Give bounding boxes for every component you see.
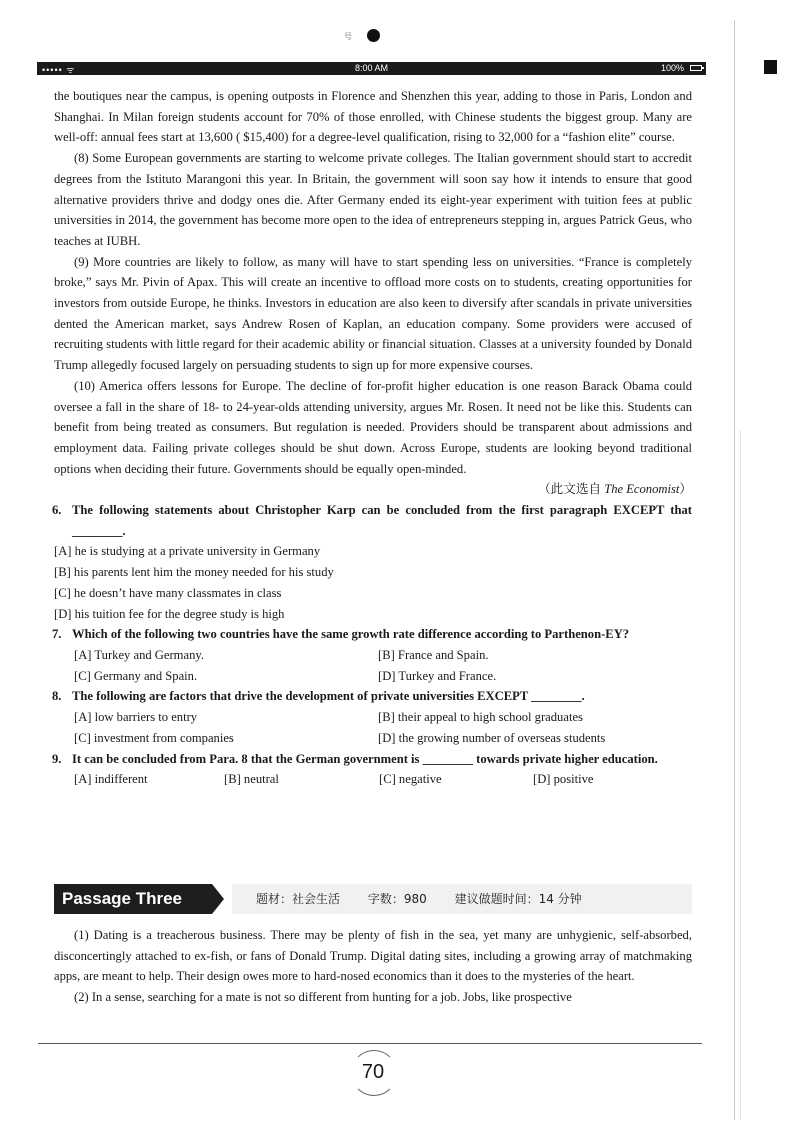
option-7d[interactable]: [D] Turkey and France. <box>378 668 497 683</box>
question-number: 7. <box>52 627 62 642</box>
option-9a[interactable]: [A] indifferent <box>74 772 148 787</box>
status-bar <box>37 62 706 75</box>
question-number: 8. <box>52 689 62 704</box>
option-8c[interactable]: [C] investment from companies <box>74 730 234 745</box>
question-number: 9. <box>52 751 62 766</box>
source-title: The Economist <box>604 482 680 497</box>
paragraph-10: (10) America offers lessons for Europe. The decline of for-profit higher education is one reason Barack Obama could oversee a fall in the share of 18- to 24-year-olds attending university, argues Mr. Rosen. It need not be like this. Students can benefit from being treated as consumers. But regulation is needed. Providers should be transparent about admissions and employment data. Failing private colleges should be shut down. Across Europe, students are looking beyond traditional options when deciding their future. Governments should be equally open-minded. <box>54 378 692 476</box>
option-9c[interactable]: [C] negative <box>379 772 442 787</box>
passage-topic: 题材：社会生活 <box>256 892 341 906</box>
option-7a[interactable]: [A] Turkey and Germany. <box>74 647 204 662</box>
option-7c[interactable]: [C] Germany and Spain. <box>74 668 198 683</box>
status-time: 8:00 AM <box>354 63 389 73</box>
margin-line <box>734 20 735 1120</box>
passage-three-paragraph-1: (1) Dating is a treacherous business. There may be plenty of fish in the sea, yet many are unhygienic, self-absorbed, disconcertingly attached to ex-fish, or fans of Donald Trump. Digital dating sites, including a growing array of matchmaking apps, are meant to help. Their design owes more to hard-nosed economics than it does to the mysteries of the heart. <box>54 928 692 984</box>
banner-arrow-icon <box>212 884 224 914</box>
question-text: The following are factors that drive the development of private universities EXCEPT ________. <box>72 689 585 704</box>
question-text: Which of the following two countries have the same growth rate difference according to Parthenon-EY? <box>72 627 630 642</box>
option-8d[interactable]: [D] the growing number of overseas students <box>378 730 606 745</box>
option-6d[interactable]: [D] his tuition fee for the degree study is high <box>54 606 285 621</box>
question-9 <box>52 749 692 770</box>
passage-two-content <box>54 86 692 790</box>
edge-marker <box>764 60 777 74</box>
option-7b[interactable]: [B] France and Spain. <box>378 647 489 662</box>
option-6c[interactable]: [C] he doesn’t have many classmates in class <box>54 585 282 600</box>
source-citation <box>54 479 692 500</box>
paragraph-9: (9) More countries are likely to follow, as many will have to start spending less on universities. “France is completely broke,” says Mr. Pivin of Apax. This will create an incentive to offload more costs on to students, creating opportunities for investors from outside Europe, he thinks. Investors in education are also keen to diversify after scandals in private universities dented the American market, says Andrew Rosen of Kaplan, an education company. Some providers were accused of recruiting students with little regard for their academic ability or financial situation. Classes at a university founded by Donald Trump allegedly focused largely on persuading students to sign up for more expensive courses. <box>54 254 692 373</box>
battery-icon <box>690 65 702 71</box>
paragraph-8: (8) Some European governments are starting to welcome private colleges. The Italian government should start to accredit degrees from the Istituto Marangoni this year. In Britain, the government will soon say how it intends to ensure that good alternative providers thrive and dodgy ones die. After Germany ended its eight-year experiment with tuition fees at public universities in 2014, the government has become more open to the idea of entrepreneurs stepping in, argues Patrick Geus, who teaches at IUBH. <box>54 151 692 248</box>
option-6b[interactable]: [B] his parents lent him the money needed for his study <box>54 565 334 580</box>
battery-percent: 100% <box>660 63 684 73</box>
option-9d[interactable]: [D] positive <box>533 772 594 787</box>
question-text: The following statements about Christopher Karp can be concluded from the first paragraph EXCEPT that ________. <box>72 503 692 538</box>
passage-three-paragraph-2: (2) In a sense, searching for a mate is not so different from hunting for a job. Jobs, like prospective <box>74 990 572 1005</box>
option-8a[interactable]: [A] low barriers to entry <box>74 710 198 725</box>
passage-word-count: 字数：980 <box>367 892 427 906</box>
top-mark: 号 <box>344 32 352 41</box>
question-8 <box>52 686 692 707</box>
registration-dot <box>367 29 380 42</box>
passage-suggested-time: 建议做题时间：14 分钟 <box>454 892 582 906</box>
source-suffix: ） <box>679 482 692 497</box>
paragraph-7-continued: the boutiques near the campus, is opening outposts in Florence and Shenzhen this year, adding to those in Paris, London and Shanghai. In Milan foreign students account for 70% of those enrolled, with Chinese students the biggest group. Many are well-off: annual fees start at 13,600 ( $15,400) for a degree-level qualification, rising to 32,000 for a “fashion elite” course. <box>54 89 692 145</box>
page-number: 70 <box>353 1052 393 1092</box>
option-9b[interactable]: [B] neutral <box>224 772 279 787</box>
passage-meta <box>232 884 692 914</box>
passage-three-title: Passage Three <box>54 884 212 914</box>
passage-three-banner <box>54 884 694 914</box>
passage-three-content <box>54 925 692 1008</box>
source-prefix: （此文选自 <box>538 482 605 497</box>
question-6 <box>52 500 692 541</box>
option-8b[interactable]: [B] their appeal to high school graduates <box>378 710 583 725</box>
signal-icon: ••••• ᯤ <box>42 65 76 75</box>
question-7 <box>52 624 692 645</box>
question-number: 6. <box>52 503 62 518</box>
footer-rule <box>38 1043 702 1044</box>
question-text: It can be concluded from Para. 8 that the German government is ________ towards private higher education. <box>72 751 658 766</box>
margin-line-faint <box>740 430 741 1120</box>
option-6a[interactable]: [A] he is studying at a private university in Germany <box>54 544 321 559</box>
